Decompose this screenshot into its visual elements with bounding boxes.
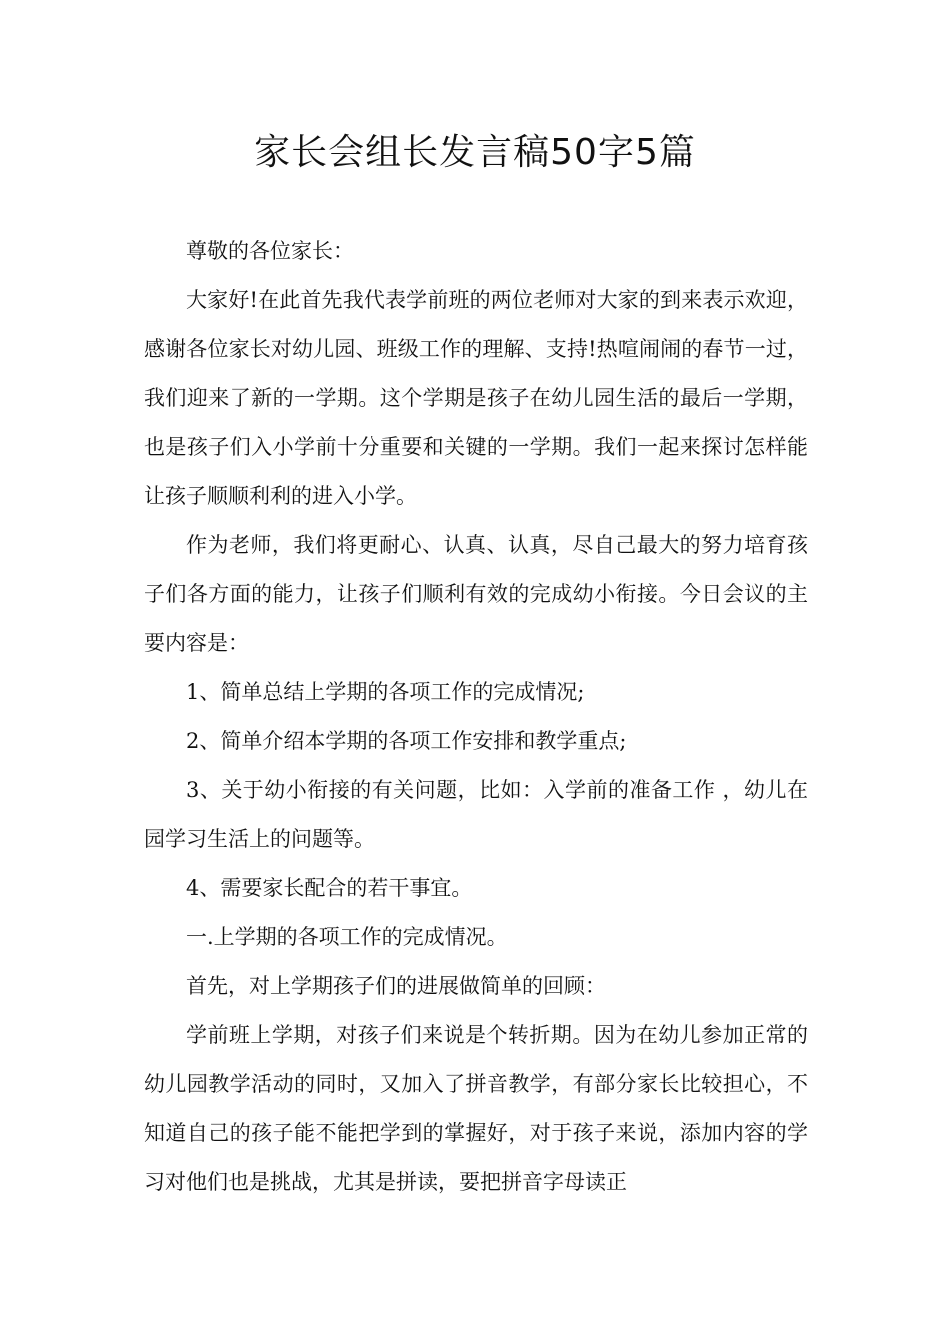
paragraph-review-intro: 首先，对上学期孩子们的进展做简单的回顾： bbox=[186, 974, 606, 998]
paragraph-teacher-commitment: 作为老师，我们将更耐心、认真、认真，尽自己最大的努力培育孩子们各方面的能力，让孩子们顺利有效的完成幼小衔接。今日会议的主要内容是： bbox=[144, 533, 808, 655]
agenda-item-3: 3、关于幼小衔接的有关问题，比如：入学前的准备工作 ，幼儿在园学习生活上的问题等。 bbox=[144, 778, 808, 851]
paragraph-review-detail: 学前班上学期，对孩子们来说是个转折期。因为在幼儿参加正常的幼儿园教学活动的同时，又加入了拼音教学，有部分家长比较担心，不知道自己的孩子能不能把学到的掌握好，对于孩子来说，添加内容的学习对他们也是挑战，尤其是拼读，要把拼音字母读正 bbox=[144, 1023, 808, 1194]
agenda-item-1: 1、简单总结上学期的各项工作的完成情况; bbox=[186, 680, 585, 704]
paragraph-salutation: 尊敬的各位家长： bbox=[186, 239, 354, 263]
document-body bbox=[144, 227, 808, 1207]
section-heading-1: 一.上学期的各项工作的完成情况。 bbox=[186, 925, 508, 949]
paragraph-greeting: 大家好!在此首先我代表学前班的两位老师对大家的到来表示欢迎，感谢各位家长对幼儿园、班级工作的理解、支持!热喧闹闹的春节一过，我们迎来了新的一学期。这个学期是孩子在幼儿园生活的最后一学期，也是孩子们入小学前十分重要和关键的一学期。我们一起来探讨怎样能让孩子顺顺利利的进入小学。 bbox=[144, 288, 808, 508]
agenda-item-4: 4、需要家长配合的若干事宜。 bbox=[186, 876, 473, 900]
agenda-item-2: 2、简单介绍本学期的各项工作安排和教学重点; bbox=[186, 729, 627, 753]
document-title: 家长会组长发言稿50字5篇 bbox=[254, 132, 696, 173]
